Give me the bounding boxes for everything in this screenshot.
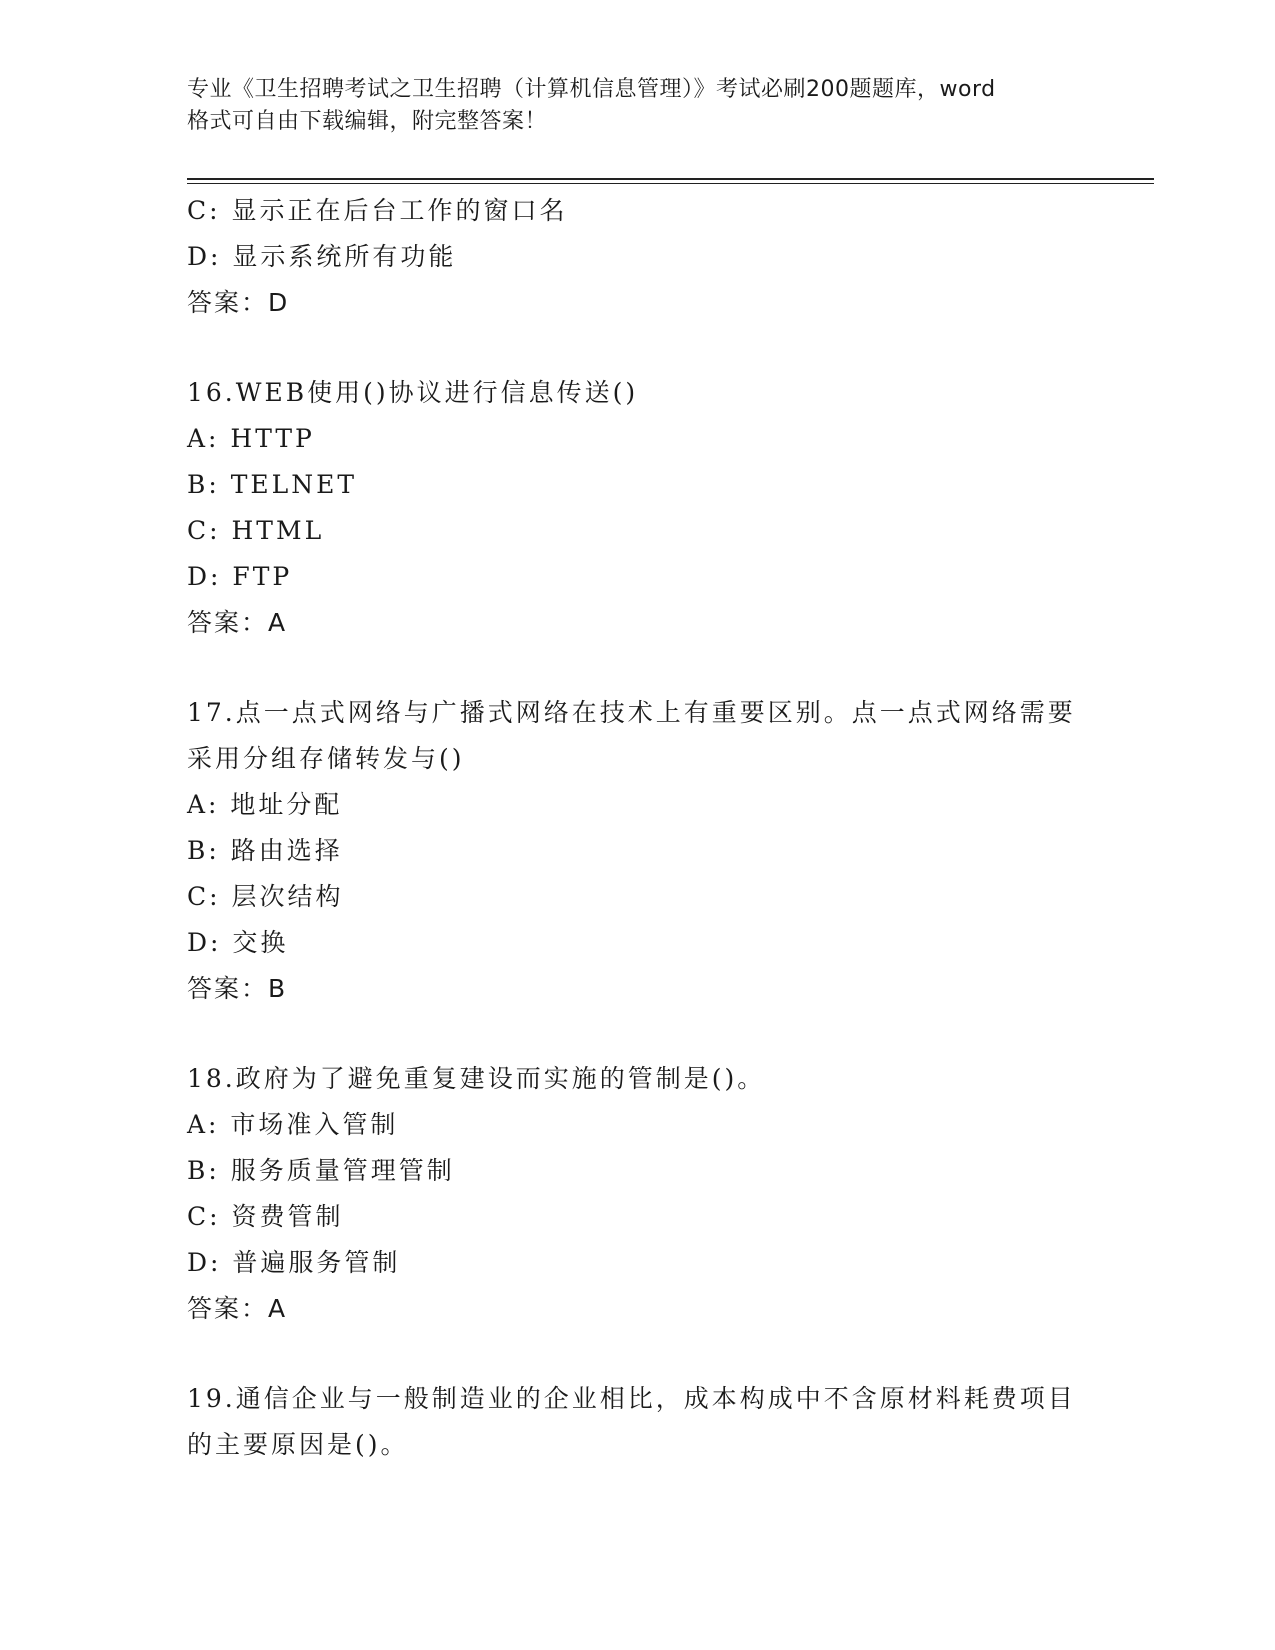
header-divider	[187, 178, 1154, 184]
answer-text: 答案：D	[187, 288, 290, 317]
question-stem: 17.点一点式网络与广播式网络在技术上有重要区别。点一点式网络需要采用分组存储转发与()	[187, 698, 1076, 773]
option-a: A: 市场准入管制	[187, 1110, 399, 1139]
option-c: C: 资费管制	[187, 1202, 344, 1231]
question-stem: 19.通信企业与一般制造业的企业相比，成本构成中不含原材料耗费项目的主要原因是()。	[187, 1384, 1076, 1459]
option-a: A: 地址分配	[187, 790, 343, 819]
question-stem: 16.WEB使用()协议进行信息传送()	[187, 378, 639, 407]
question-17	[187, 690, 1087, 1012]
option-c: C: HTML	[187, 516, 325, 545]
option-d: D: FTP	[187, 562, 293, 591]
option-a: A: HTTP	[187, 424, 315, 453]
question-18	[187, 1056, 1087, 1332]
question-stem: 18.政府为了避免重复建设而实施的管制是()。	[187, 1064, 766, 1093]
option-d: D: 普遍服务管制	[187, 1248, 401, 1277]
document-header	[187, 74, 1087, 138]
document-body	[187, 188, 1087, 1468]
option-b: B: TELNET	[187, 470, 358, 499]
prev-question-block	[187, 188, 1087, 326]
header-line-1: 专业《卫生招聘考试之卫生招聘（计算机信息管理）》考试必刷200题题库，word	[187, 77, 996, 102]
option-d: D: 显示系统所有功能	[187, 242, 457, 271]
option-c: C: 层次结构	[187, 882, 344, 911]
option-c: C: 显示正在后台工作的窗口名	[187, 196, 568, 225]
option-d: D: 交换	[187, 928, 289, 957]
question-19	[187, 1376, 1087, 1468]
option-b: B: 路由选择	[187, 836, 343, 865]
answer-text: 答案：A	[187, 608, 288, 637]
option-b: B: 服务质量管理管制	[187, 1156, 455, 1185]
question-16	[187, 370, 1087, 646]
answer-text: 答案：B	[187, 974, 288, 1003]
answer-text: 答案：A	[187, 1294, 288, 1323]
header-line-2: 格式可自由下载编辑，附完整答案！	[187, 109, 548, 134]
